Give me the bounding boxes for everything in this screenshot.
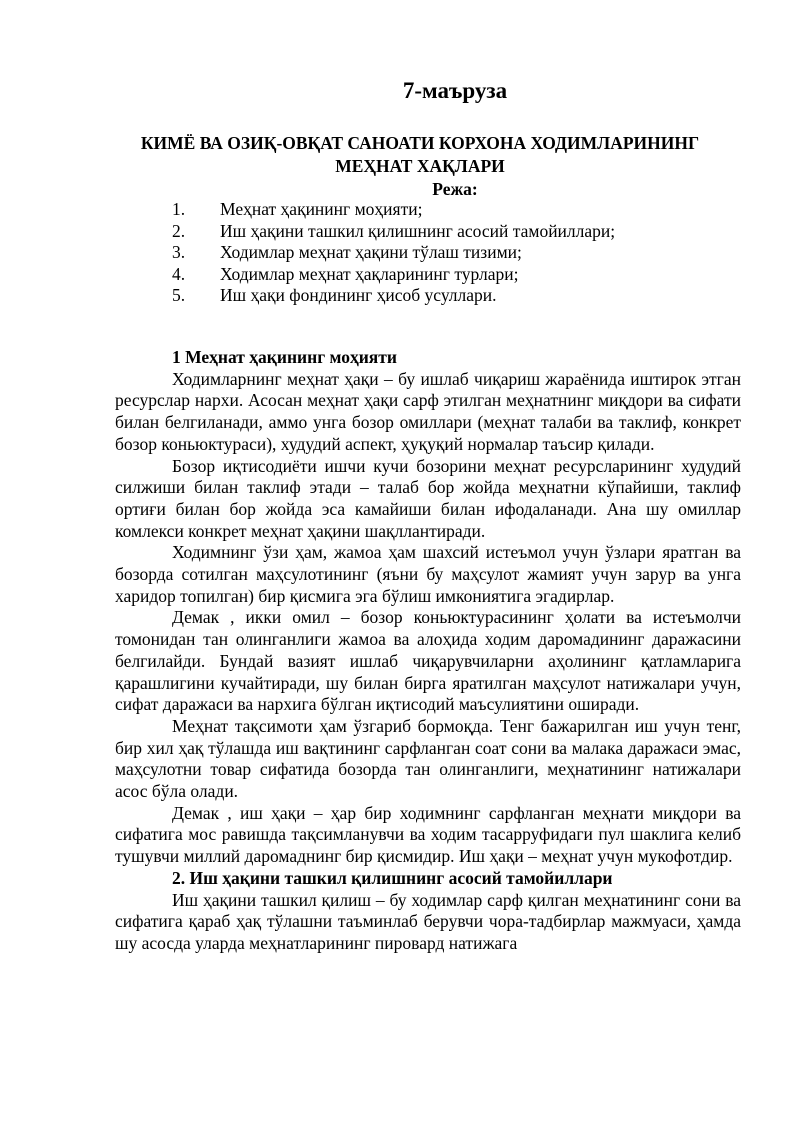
section-heading: 1 Меҳнат ҳақининг моҳияти xyxy=(172,347,397,367)
plan-item xyxy=(172,199,752,221)
plan-item-number: 4. xyxy=(172,263,186,284)
plan-item xyxy=(172,285,752,307)
body-paragraph: Демак , икки омил – бозор коньюктурасининг ҳолати ва истеъмолчи томонидан тан олинганлиги жамоа ва алоҳида ходим даромадининг даражасини белгилайди. Бундай вазият ишлаб чиқарувчиларни аҳолининг қатламларига қарашлигини кучайтиради, шу билан бирга яратилган маҳсулот натижалари учун, сифат даражаси ва нархига бўлган иқтисодий маъсулиятини оширади. xyxy=(115,607,741,715)
plan-item xyxy=(172,242,752,264)
plan-item-text: Иш ҳақи фондининг ҳисоб усуллари. xyxy=(220,285,497,306)
body-paragraph: Ходимнинг ўзи ҳам, жамоа ҳам шахсий истеъмол учун ўзлари яратган ва бозорда сотилган маҳсулотининг (яъни бу маҳсулот жамият учун зарур ва унга харидор топилган) бир қисмига эга бўлиш имкониятига эгадирлар. xyxy=(115,542,741,606)
plan-item-text: Иш ҳақини ташкил қилишнинг асосий тамойиллари; xyxy=(220,220,616,241)
document-title xyxy=(100,132,740,178)
plan-item xyxy=(172,221,752,243)
lecture-number: 7-маъруза xyxy=(402,78,508,103)
body-paragraph: Демак , иш ҳақи – ҳар бир ходимнинг сарфланган меҳнати миқдори ва сифатига мос равишда тақсимланувчи ва ходим тасарруфидаги пул шаклига келиб тушувчи миллий даромаднинг бир қисмидир. Иш ҳақи – меҳнат учун мукофотдир. xyxy=(115,802,741,867)
plan-item-number: 2. xyxy=(172,220,186,241)
plan-list xyxy=(172,199,752,307)
plan-item-text: Ходимлар меҳнат ҳақларининг турлари; xyxy=(220,263,519,284)
plan-item-number: 1. xyxy=(172,199,186,219)
body-paragraph: Ходимларнинг меҳнат ҳақи – бу ишлаб чиқариш жараёнида иштирок этган ресурслар нархи. Асосан меҳнат ҳақи сарф этилган меҳнатнинг миқдори ва сифати билан белгиланади, аммо унга бозор омиллари (меҳнат талаби ва таклиф, конкрет бозор коньюктураси), худудий аспект, ҳуқуқий нормалар таъсир қилади. xyxy=(115,368,741,454)
body-paragraph: Меҳнат тақсимоти ҳам ўзгариб бормоқда. Тенг бажарилган иш учун тенг, бир хил ҳақ тўлашда иш вақтининг сарфланган соат сони ва малака даражаси эмас, маҳсулотни товар сифатида бозорда тан олинганлиги, меҳнатининг натижалари асос бўла олади. xyxy=(115,715,741,802)
body-paragraph: Иш ҳақини ташкил қилиш – бу ходимлар сарф қилган меҳнатининг сони ва сифатига қараб ҳақ тўлашни таъминлаб берувчи чора-тадбирлар мажмуаси, ҳамда шу асосда уларда меҳнатларининг пировард натижага xyxy=(115,889,741,953)
plan-item xyxy=(172,264,752,286)
section-heading: 2. Иш ҳақини ташкил қилишнинг асосий тамойиллари xyxy=(172,867,613,888)
plan-item-number: 3. xyxy=(172,242,186,263)
document-body xyxy=(115,347,741,955)
plan-item-text: Ходимлар меҳнат ҳақини тўлаш тизими; xyxy=(220,242,522,263)
body-paragraph: Бозор иқтисодиёти ишчи кучи бозорини меҳнат ресурсларининг худудий силжиши билан таклиф этади – талаб бор жойда меҳнатни кўпайиши, таклиф ортиғи билан бор жойда эса камайиши билан ифодаланади. Ана шу омиллар комлекси конкрет меҳнат ҳақини шақллантиради. xyxy=(115,455,741,541)
plan-item-text: Меҳнат ҳақининг моҳияти; xyxy=(220,199,423,219)
document-title-line-2: МЕҲНАТ ХАҚЛАРИ xyxy=(335,156,505,176)
plan-heading: Режа: xyxy=(432,179,478,199)
plan-item-number: 5. xyxy=(172,285,186,306)
document-title-line-1: КИМЁ ВА ОЗИҚ-ОВҚАТ САНОАТИ КОРХОНА ХОДИМЛАРИНИНГ xyxy=(140,133,700,153)
